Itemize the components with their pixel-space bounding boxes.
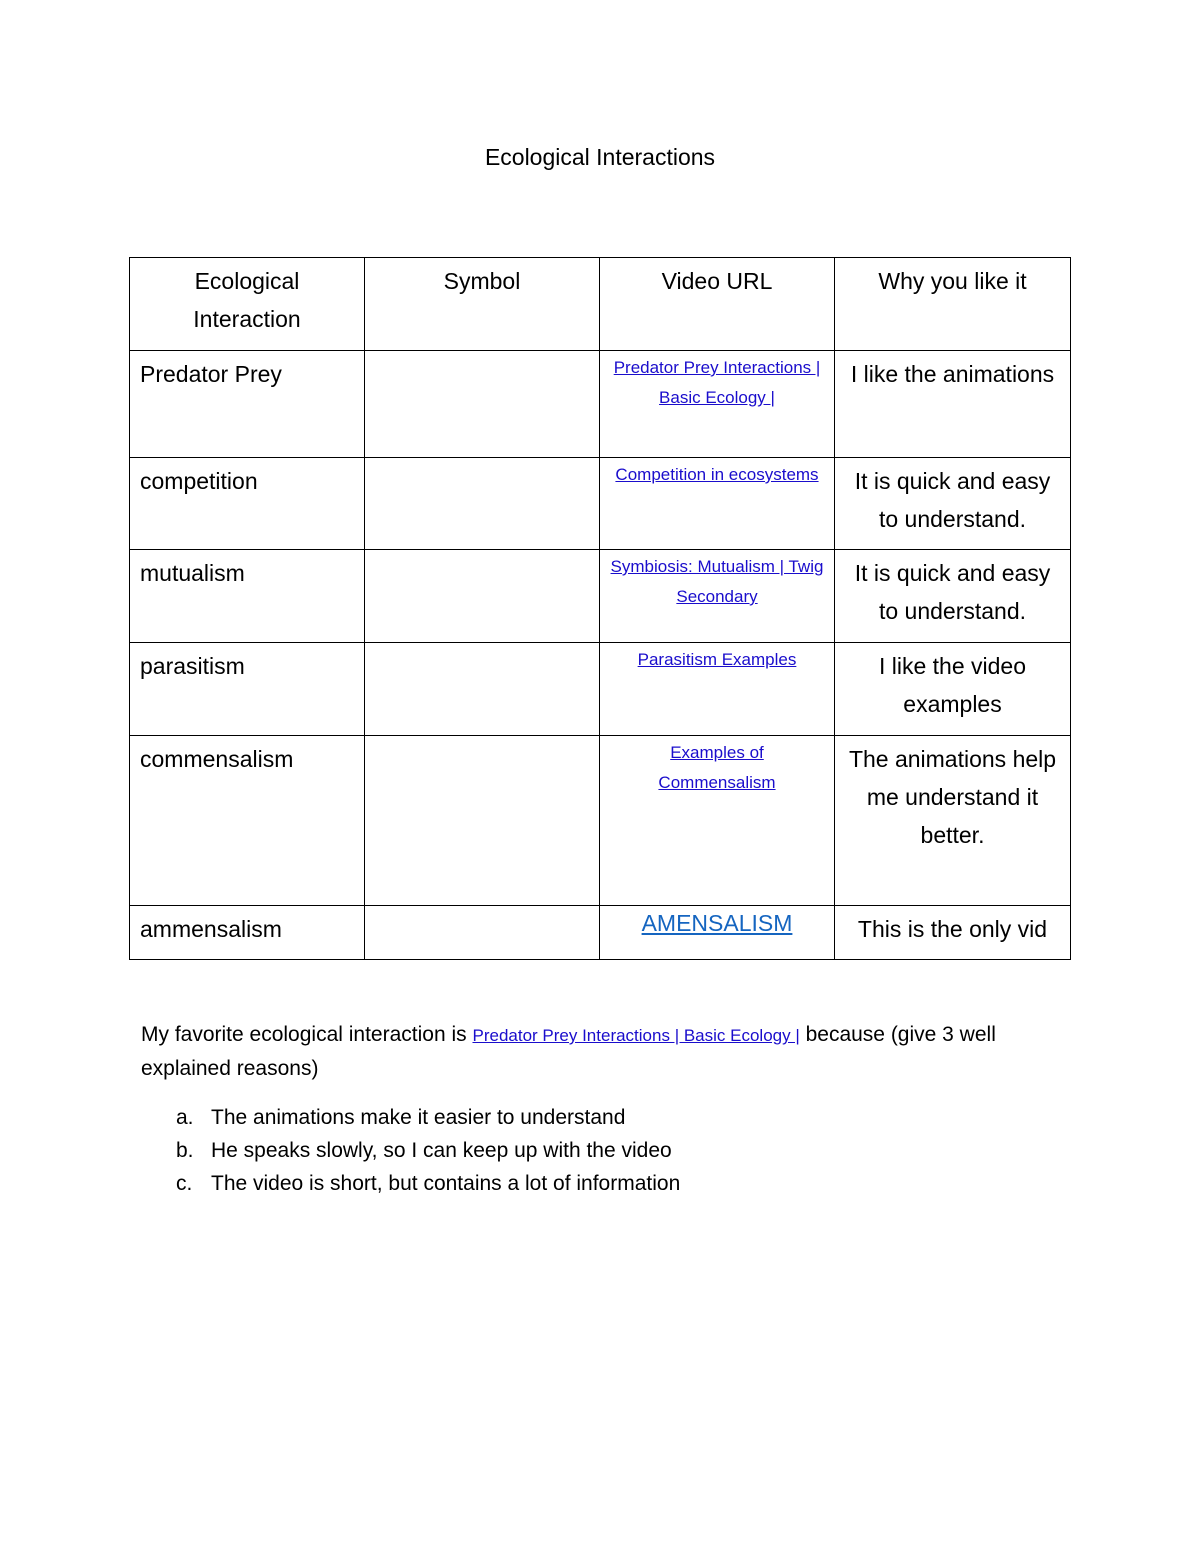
video-cell — [600, 736, 835, 906]
why-cell: The animations help me understand it better. — [835, 736, 1071, 906]
favorite-prefix: My favorite ecological interaction is — [141, 1023, 473, 1046]
table-row — [130, 458, 1071, 550]
list-item — [176, 1167, 680, 1200]
video-link[interactable]: Predator Prey Interactions | Basic Ecology | — [613, 358, 821, 407]
interaction-cell: mutualism — [130, 550, 365, 643]
interaction-cell: Predator Prey — [130, 351, 365, 458]
why-cell: I like the video examples — [835, 643, 1071, 736]
video-link[interactable]: AMENSALISM — [641, 910, 793, 936]
list-item-text: The video is short, but contains a lot of information — [211, 1172, 681, 1195]
symbol-cell — [365, 351, 600, 458]
table-row — [130, 906, 1071, 960]
symbol-cell — [365, 643, 600, 736]
table-row — [130, 736, 1071, 906]
interaction-cell: ammensalism — [130, 906, 365, 960]
video-cell — [600, 550, 835, 643]
symbol-cell — [365, 458, 600, 550]
header-symbol: Symbol — [365, 258, 600, 351]
video-cell — [600, 351, 835, 458]
why-cell: It is quick and easy to understand. — [835, 458, 1071, 550]
list-item — [176, 1101, 680, 1134]
list-marker: c. — [176, 1172, 193, 1195]
list-item — [176, 1134, 680, 1167]
header-video: Video URL — [600, 258, 835, 351]
interaction-cell: competition — [130, 458, 365, 550]
table-row — [130, 550, 1071, 643]
list-marker: b. — [176, 1139, 194, 1162]
video-link[interactable]: Examples of Commensalism — [658, 743, 776, 792]
table-row — [130, 351, 1071, 458]
header-interaction: Ecological Interaction — [130, 258, 365, 351]
favorite-suffix: because (give 3 well explained reasons) — [141, 1023, 996, 1080]
why-cell: This is the only vid — [835, 906, 1071, 960]
video-link[interactable]: Parasitism Examples — [637, 650, 797, 669]
video-cell — [600, 643, 835, 736]
list-item-text: He speaks slowly, so I can keep up with the video — [211, 1139, 672, 1162]
symbol-cell — [365, 906, 600, 960]
page-title: Ecological Interactions — [484, 144, 716, 170]
symbol-cell — [365, 550, 600, 643]
interaction-cell: parasitism — [130, 643, 365, 736]
list-marker: a. — [176, 1106, 194, 1129]
favorite-link[interactable]: Predator Prey Interactions | Basic Ecology | — [472, 1026, 800, 1045]
why-cell: It is quick and easy to understand. — [835, 550, 1071, 643]
video-cell — [600, 458, 835, 550]
interactions-table — [129, 257, 1071, 960]
video-link[interactable]: Competition in ecosystems — [615, 465, 819, 484]
symbol-cell — [365, 736, 600, 906]
interaction-cell: commensalism — [130, 736, 365, 906]
why-cell: I like the animations — [835, 351, 1071, 458]
table-row — [130, 643, 1071, 736]
list-item-text: The animations make it easier to understand — [211, 1106, 626, 1129]
favorite-paragraph — [141, 1018, 1041, 1085]
table-header-row — [130, 258, 1071, 351]
video-link[interactable]: Symbiosis: Mutualism | Twig Secondary — [610, 557, 824, 606]
reasons-list — [176, 1101, 680, 1200]
header-why: Why you like it — [835, 258, 1071, 351]
video-cell — [600, 906, 835, 960]
